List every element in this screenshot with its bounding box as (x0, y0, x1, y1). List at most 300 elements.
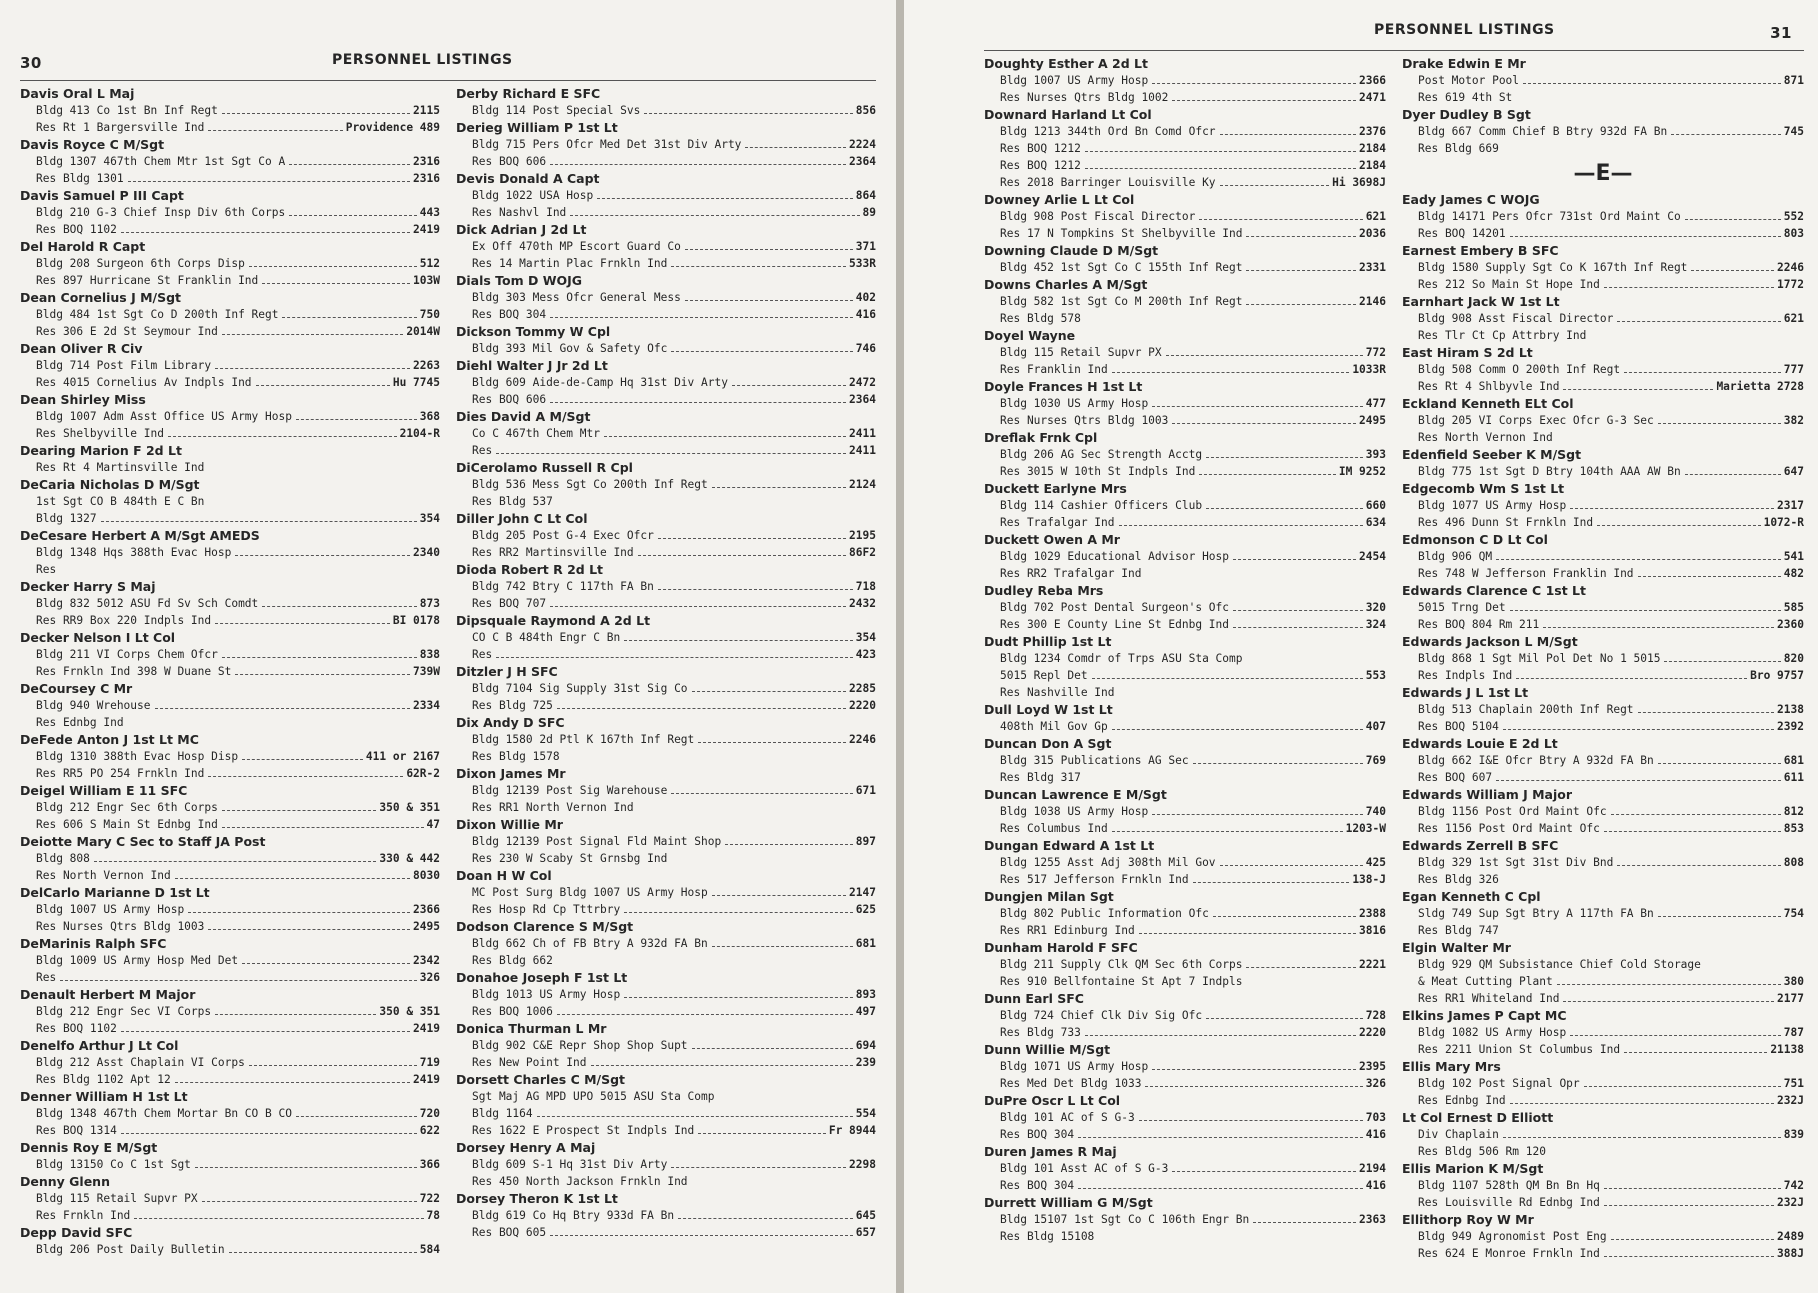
listing-name: Ditzler J H SFC (456, 664, 558, 679)
listing-line (456, 1105, 876, 1122)
listing-detail: Bldg 906 QM (1418, 550, 1493, 563)
listing-entry (20, 391, 440, 442)
listing-line (1402, 1075, 1804, 1092)
dotted-leader (1139, 933, 1356, 934)
phone-number: 671 (855, 784, 876, 797)
phone-number: 2224 (849, 138, 876, 151)
phone-number: 622 (419, 1124, 440, 1137)
dotted-leader (222, 657, 417, 658)
listing-line (20, 799, 440, 816)
listing-detail: Res BOQ 707 (472, 597, 547, 610)
listing-name: Dunham Harold F SFC (984, 940, 1138, 955)
listing-line (1402, 854, 1804, 871)
listing-name: Duckett Earlyne Mrs (984, 481, 1127, 496)
listing-detail: Div Chaplain (1418, 1128, 1499, 1141)
listing-detail: Bldg 315 Publications AG Sec (1000, 754, 1189, 767)
phone-number: 812 (1783, 805, 1804, 818)
phone-number: 728 (1365, 1009, 1386, 1022)
listing-detail: Bldg 1082 US Army Hosp (1418, 1026, 1567, 1039)
listing-name: Deiotte Mary C Sec to Staff JA Post (20, 834, 266, 849)
listing-detail: Res Nashville Ind (1000, 686, 1115, 699)
listing-line (456, 629, 876, 646)
listing-detail: Res BOQ 304 (1000, 1179, 1075, 1192)
listing-line (20, 425, 440, 442)
dotted-leader (550, 164, 846, 165)
listing-line (1402, 1194, 1804, 1211)
listing-line (984, 310, 1386, 327)
listing-entry (20, 884, 440, 935)
listing-entry (20, 1224, 440, 1258)
listing-line (1402, 463, 1804, 480)
listing-line (456, 748, 876, 765)
phone-number: 330 & 442 (379, 852, 440, 865)
listing-name: Dickson Tommy W Cpl (456, 324, 611, 339)
listing-detail: Bldg 7104 Sig Supply 31st Sig Co (472, 682, 688, 695)
listing-entry (456, 1190, 876, 1241)
phone-number: 21138 (1770, 1043, 1804, 1056)
listing-line (984, 1211, 1386, 1228)
dotted-leader (94, 861, 376, 862)
listing-detail: Res 624 E Monroe Frnkln Ind (1418, 1247, 1600, 1260)
phone-number: 553 (1365, 669, 1386, 682)
dotted-leader (208, 929, 410, 930)
phone-number: 742 (1783, 1179, 1804, 1192)
listing-detail: Res 496 Dunn St Frnkln Ind (1418, 516, 1594, 529)
listing-name: DeCesare Herbert A M/Sgt AMEDS (20, 528, 260, 543)
listing-entry (1402, 1058, 1804, 1109)
listing-entry (1402, 837, 1804, 888)
listing-detail: Bldg 205 VI Corps Exec Ofcr G-3 Sec (1418, 414, 1654, 427)
phone-number: 371 (855, 240, 876, 253)
listing-name: Dixon Willie Mr (456, 817, 563, 832)
phone-number: 2220 (1359, 1026, 1386, 1039)
listing-line (20, 969, 440, 986)
listing-name: Egan Kenneth C Cpl (1402, 889, 1541, 904)
phone-number: 777 (1783, 363, 1804, 376)
phone-number: 380 (1783, 975, 1804, 988)
listing-line (20, 612, 440, 629)
listing-line (20, 867, 440, 884)
dotted-leader (188, 912, 410, 913)
listing-line (1402, 650, 1804, 667)
listing-line (20, 1071, 440, 1088)
phone-number: 533R (849, 257, 876, 270)
phone-number: 634 (1365, 516, 1386, 529)
listing-name: DeMarinis Ralph SFC (20, 936, 167, 951)
listing-line (456, 238, 876, 255)
listing-detail: Bldg 1071 US Army Hosp (1000, 1060, 1149, 1073)
listing-entry (456, 714, 876, 765)
listing-line (1402, 990, 1804, 1007)
listing-line (456, 884, 876, 901)
listing-line (984, 140, 1386, 157)
phone-number: 388J (1777, 1247, 1804, 1260)
listing-line (1402, 718, 1804, 735)
listing-line (20, 697, 440, 714)
dotted-leader (1664, 661, 1780, 662)
phone-number: 2285 (849, 682, 876, 695)
listing-line (1402, 514, 1804, 531)
phone-number: 2366 (1359, 74, 1386, 87)
listing-detail: Res 3015 W 10th St Indpls Ind (1000, 465, 1196, 478)
listing-name: Dungjen Milan Sgt (984, 889, 1114, 904)
listing-detail: Bldg 1029 Educational Advisor Hosp (1000, 550, 1230, 563)
listing-line (984, 89, 1386, 106)
dotted-leader (1206, 457, 1363, 458)
listing-line (20, 153, 440, 170)
listing-name: Dodson Clarence S M/Sgt (456, 919, 634, 934)
listing-line (456, 493, 876, 510)
listing-line (1402, 1177, 1804, 1194)
listing-name: Edwards Clarence C 1st Lt (1402, 583, 1586, 598)
listing-detail: 408th Mil Gov Gp (1000, 720, 1108, 733)
listing-detail: Res Nashvl Ind (472, 206, 567, 219)
listing-detail: Res Bldg 747 (1418, 924, 1499, 937)
listing-line (20, 765, 440, 782)
dotted-leader (678, 1218, 853, 1219)
listing-line (456, 204, 876, 221)
listing-line (1402, 429, 1804, 446)
listing-detail: MC Post Surg Bldg 1007 US Army Hosp (472, 886, 708, 899)
dotted-leader (1496, 780, 1781, 781)
phone-number: 750 (419, 308, 440, 321)
listing-entry (456, 357, 876, 408)
listing-entry (456, 1139, 876, 1190)
listing-line (456, 1122, 876, 1139)
listing-detail: Res Rt 1 Bargersville Ind (36, 121, 205, 134)
listing-name: Donahoe Joseph F 1st Lt (456, 970, 628, 985)
phone-number: 873 (419, 597, 440, 610)
listing-detail: Res North Vernon Ind (1418, 431, 1553, 444)
listing-line (984, 616, 1386, 633)
phone-number: 552 (1783, 210, 1804, 223)
phone-number: 324 (1365, 618, 1386, 631)
listing-entry (456, 510, 876, 561)
listing-line (20, 663, 440, 680)
listing-entry (456, 612, 876, 663)
dotted-leader (658, 589, 853, 590)
listing-entry (984, 531, 1386, 582)
listing-detail: Res RR1 Edinburg Ind (1000, 924, 1135, 937)
dotted-leader (1604, 1205, 1774, 1206)
phone-number: 719 (419, 1056, 440, 1069)
listing-name: Deigel William E 11 SFC (20, 783, 188, 798)
listing-line (984, 684, 1386, 701)
listing-line (20, 306, 440, 323)
listing-line (20, 595, 440, 612)
listing-line (984, 72, 1386, 89)
listing-line (20, 1241, 440, 1258)
dotted-leader (1604, 1188, 1781, 1189)
dotted-leader (638, 555, 846, 556)
phone-number: 820 (1783, 652, 1804, 665)
listing-entry (456, 459, 876, 510)
listing-detail: Res Frnkln Ind 398 W Duane St (36, 665, 232, 678)
listing-detail: Res BOQ 304 (472, 308, 547, 321)
phone-number: 751 (1783, 1077, 1804, 1090)
listing-entry (1402, 1211, 1804, 1262)
phone-number: 2366 (413, 903, 440, 916)
listing-name: Dudley Reba Mrs (984, 583, 1104, 598)
listing-entry (20, 527, 440, 578)
phone-number: 2432 (849, 597, 876, 610)
listing-line (20, 1190, 440, 1207)
listing-line (984, 905, 1386, 922)
phone-number: 871 (1783, 74, 1804, 87)
listing-entry (1402, 1160, 1804, 1211)
listing-name: Earnhart Jack W 1st Lt (1402, 294, 1560, 309)
dotted-leader (215, 623, 390, 624)
dotted-leader (195, 1167, 417, 1168)
listing-line (984, 1007, 1386, 1024)
phone-number: 402 (855, 291, 876, 304)
listing-name: Dies David A M/Sgt (456, 409, 591, 424)
listing-name: Downard Harland Lt Col (984, 107, 1152, 122)
phone-number: 86F2 (849, 546, 876, 559)
listing-line (984, 956, 1386, 973)
dotted-leader (1193, 763, 1363, 764)
listing-detail: Res RR1 Whiteland Ind (1418, 992, 1560, 1005)
phone-number: 2195 (849, 529, 876, 542)
phone-number: 893 (855, 988, 876, 1001)
phone-number: 2495 (1359, 414, 1386, 427)
listing-detail: Res BOQ 304 (1000, 1128, 1075, 1141)
dotted-leader (289, 164, 410, 165)
phone-number: 657 (855, 1226, 876, 1239)
listing-line (456, 731, 876, 748)
listing-line (456, 578, 876, 595)
book-gutter (896, 0, 904, 1293)
listing-line (456, 1088, 876, 1105)
listing-detail: Bldg 102 Post Signal Opr (1418, 1077, 1580, 1090)
listing-line (20, 119, 440, 136)
listing-line (1402, 616, 1804, 633)
phone-number: 554 (855, 1107, 876, 1120)
listing-detail: Res Frnkln Ind (36, 1209, 131, 1222)
phone-number: 416 (1365, 1128, 1386, 1141)
dotted-leader (671, 1167, 846, 1168)
listing-detail: 5015 Repl Det (1000, 669, 1088, 682)
listing-detail: Bldg 211 Supply Clk QM Sec 6th Corps (1000, 958, 1243, 971)
listing-line (20, 459, 440, 476)
listing-name: DelCarlo Marianne D 1st Lt (20, 885, 210, 900)
dotted-leader (1685, 219, 1781, 220)
listing-name: Eckland Kenneth ELt Col (1402, 396, 1574, 411)
phone-number: 2177 (1777, 992, 1804, 1005)
listing-detail: Res Trafalgar Ind (1000, 516, 1115, 529)
listing-line (456, 425, 876, 442)
dotted-leader (671, 266, 846, 267)
listing-entry (984, 939, 1386, 990)
phone-number: 326 (419, 971, 440, 984)
listing-line (984, 395, 1386, 412)
listing-name: Diehl Walter J Jr 2d Lt (456, 358, 608, 373)
listing-detail: Res 17 N Tompkins St Shelbyville Ind (1000, 227, 1243, 240)
listing-line (20, 204, 440, 221)
listing-line (984, 293, 1386, 310)
dotted-leader (1523, 83, 1781, 84)
dotted-leader (155, 708, 411, 709)
listing-line (20, 918, 440, 935)
listing-line (456, 391, 876, 408)
phone-number: 497 (855, 1005, 876, 1018)
phone-number: 416 (1365, 1179, 1386, 1192)
dotted-leader (597, 198, 853, 199)
dotted-leader (208, 776, 403, 777)
listing-entry (20, 833, 440, 884)
phone-number: 350 & 351 (379, 1005, 440, 1018)
listing-detail: Bldg 662 Ch of FB Btry A 932d FA Bn (472, 937, 708, 950)
dotted-leader (175, 1082, 410, 1083)
listing-entry (20, 476, 440, 527)
listing-name: Durrett William G M/Sgt (984, 1195, 1153, 1210)
listing-line (1402, 905, 1804, 922)
listing-detail: Bldg 1077 US Army Hosp (1418, 499, 1567, 512)
listing-detail: Res Bldg 733 (1000, 1026, 1081, 1039)
dotted-leader (60, 980, 417, 981)
phone-number: 232J (1777, 1196, 1804, 1209)
listing-detail: Bldg 609 S-1 Hq 31st Div Arty (472, 1158, 668, 1171)
listing-detail: Bldg 211 VI Corps Chem Ofcr (36, 648, 218, 661)
listing-detail: Bldg 1348 Hqs 388th Evac Hosp (36, 546, 232, 559)
dotted-leader (249, 266, 417, 267)
phone-number: 621 (1783, 312, 1804, 325)
dotted-leader (1085, 151, 1356, 152)
phone-number: 2411 (849, 427, 876, 440)
listing-entry (1402, 939, 1804, 1007)
listing-detail: Bldg 929 QM Subsistance Chief Cold Storage (1418, 958, 1701, 971)
phone-number: 2331 (1359, 261, 1386, 274)
listing-name: DeFede Anton J 1st Lt MC (20, 732, 199, 747)
listing-entry (984, 1194, 1386, 1245)
listing-name: Eady James C WOJG (1402, 192, 1540, 207)
phone-number: 745 (1783, 125, 1804, 138)
listing-entry (20, 187, 440, 238)
listing-line (456, 1224, 876, 1241)
dotted-leader (1199, 474, 1336, 475)
listing-column (1402, 55, 1804, 1262)
listing-line (1402, 701, 1804, 718)
listing-detail: Res Nurses Qtrs Bldg 1003 (36, 920, 205, 933)
listing-detail: Res Bldg 537 (472, 495, 553, 508)
listing-detail: Bldg 714 Post Film Library (36, 359, 212, 372)
phone-number: BI 0178 (392, 614, 440, 627)
dotted-leader (557, 708, 846, 709)
dotted-leader (1624, 1052, 1767, 1053)
listing-entry (456, 561, 876, 612)
listing-detail: Bldg 1007 Adm Asst Office US Army Hosp (36, 410, 292, 423)
phone-number: 585 (1783, 601, 1804, 614)
phone-number: 2104-R (399, 427, 440, 440)
phone-number: 354 (855, 631, 876, 644)
listing-line (984, 667, 1386, 684)
listing-entry (984, 429, 1386, 480)
listing-detail: Bldg 808 (36, 852, 90, 865)
listing-line (20, 255, 440, 272)
listing-detail: CO C B 484th Engr C Bn (472, 631, 621, 644)
listing-columns (20, 85, 876, 1258)
listing-name: DiCerolamo Russell R Cpl (456, 460, 633, 475)
listing-entry (20, 629, 440, 680)
listing-name: Diller John C Lt Col (456, 511, 588, 526)
listing-entry (20, 578, 440, 629)
listing-line (984, 514, 1386, 531)
listing-line (984, 1058, 1386, 1075)
dotted-leader (1658, 763, 1781, 764)
listing-name: Dick Adrian J 2d Lt (456, 222, 587, 237)
listing-line (456, 1173, 876, 1190)
listing-detail: Bldg 101 Asst AC of S G-3 (1000, 1162, 1169, 1175)
listing-line (984, 1024, 1386, 1041)
dotted-leader (296, 1116, 417, 1117)
listing-name: Elkins James P Capt MC (1402, 1008, 1567, 1023)
listing-detail: 1st Sgt CO B 484th E C Bn (36, 495, 205, 508)
listing-detail: Res Bldg 578 (1000, 312, 1081, 325)
dotted-leader (249, 1065, 417, 1066)
listing-detail: Res RR1 North Vernon Ind (472, 801, 634, 814)
phone-number: 2298 (849, 1158, 876, 1171)
listing-line (1402, 548, 1804, 565)
dotted-leader (1233, 559, 1356, 560)
dotted-leader (1611, 1239, 1774, 1240)
dotted-leader (235, 555, 410, 556)
phone-number: 2342 (413, 954, 440, 967)
listing-column (456, 85, 876, 1258)
left-page (0, 0, 896, 1293)
listing-detail: Bldg 1213 344th Ord Bn Comd Ofcr (1000, 125, 1216, 138)
phone-number: 320 (1365, 601, 1386, 614)
phone-number: 647 (1783, 465, 1804, 478)
listing-line (456, 153, 876, 170)
listing-line (20, 544, 440, 561)
listing-detail: Bldg 1007 US Army Hosp (36, 903, 185, 916)
dotted-leader (1152, 814, 1363, 815)
listing-entry (984, 888, 1386, 939)
phone-number: 838 (419, 648, 440, 661)
listing-detail: Bldg 508 Comm O 200th Inf Regt (1418, 363, 1621, 376)
dotted-leader (1510, 236, 1781, 237)
right-page (904, 0, 1818, 1293)
phone-number: 2184 (1359, 142, 1386, 155)
listing-line (1402, 820, 1804, 837)
listing-line (1402, 752, 1804, 769)
phone-number: 382 (1783, 414, 1804, 427)
listing-detail: Res BOQ 606 (472, 155, 547, 168)
listing-detail: Post Motor Pool (1418, 74, 1520, 87)
dotted-leader (202, 1201, 417, 1202)
dotted-leader (496, 453, 846, 454)
phone-number: 2376 (1359, 125, 1386, 138)
listing-line (20, 493, 440, 510)
listing-entry (456, 765, 876, 816)
phone-number: 611 (1783, 771, 1804, 784)
listing-line (20, 748, 440, 765)
listing-entry (20, 731, 440, 782)
dotted-leader (1516, 678, 1747, 679)
listing-detail: Res Ednbg Ind (1418, 1094, 1506, 1107)
listing-entry (456, 969, 876, 1020)
listing-line (20, 952, 440, 969)
listing-entry (984, 990, 1386, 1041)
dotted-leader (242, 759, 363, 760)
listing-entry (20, 1037, 440, 1088)
listing-entry (20, 782, 440, 833)
listing-detail: Bldg 868 1 Sgt Mil Pol Det No 1 5015 (1418, 652, 1661, 665)
listing-line (984, 1228, 1386, 1245)
listing-detail: Res Bldg 669 (1418, 142, 1499, 155)
listing-name: Doan H W Col (456, 868, 552, 883)
listing-name: Dennis Roy E M/Sgt (20, 1140, 158, 1155)
